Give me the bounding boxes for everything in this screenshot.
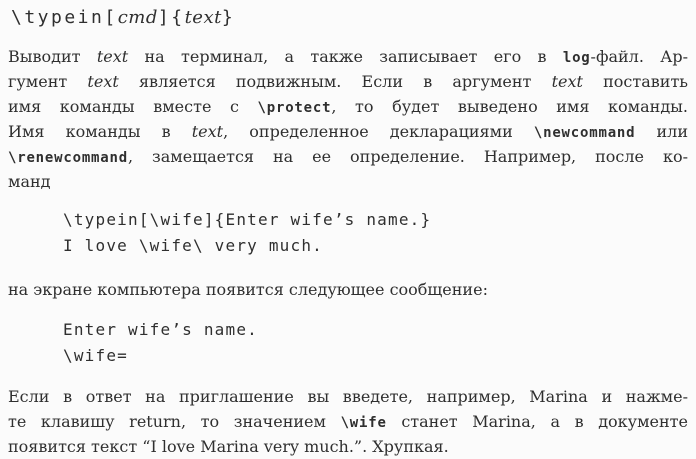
body-text: на терминал, а также записывает его в — [128, 47, 563, 66]
code-text: \typein[\wife]{Enter wife’s name.} — [63, 210, 432, 229]
text-line — [8, 144, 688, 169]
body-text: Имя команды в — [8, 122, 192, 141]
command-name: } — [221, 7, 236, 28]
text-line — [8, 169, 688, 194]
text-line — [63, 207, 688, 233]
text-line — [8, 277, 688, 302]
text-line — [63, 343, 688, 369]
paragraph-1 — [8, 44, 688, 194]
text-line — [8, 409, 688, 434]
paragraph-3 — [8, 384, 688, 459]
code-text: \wife= — [63, 346, 128, 365]
body-text: -файл. Ар- — [590, 47, 688, 66]
inline-command: \wife — [340, 415, 387, 431]
argument-italic: text — [96, 47, 129, 66]
body-text: является подвижным. Если в аргумент — [118, 72, 552, 91]
body-text: имя команды вместе с — [8, 97, 258, 116]
argument-italic: text — [191, 122, 224, 141]
text-line — [8, 119, 688, 144]
code-text: Enter wife’s name. — [63, 320, 258, 339]
argument-italic: cmd — [117, 7, 158, 28]
body-text: Если в ответ на приглашение вы введете, например, Marina и нажме- — [8, 387, 688, 406]
body-text: те клавишу return, то значением — [8, 412, 341, 431]
argument-italic: text — [87, 72, 119, 91]
inline-command: \protect — [257, 100, 332, 116]
body-text: , определенное декларациями — [223, 122, 534, 141]
argument-italic: text — [184, 7, 222, 28]
text-line — [8, 94, 688, 119]
body-text: , замещается на ее определение. Например, после ко- — [127, 147, 688, 166]
inline-command: log — [562, 50, 591, 66]
text-line — [63, 233, 688, 259]
body-text: станет Marina, а в документе — [386, 412, 688, 431]
argument-italic: text — [551, 72, 583, 91]
text-line — [8, 69, 688, 94]
body-text: манд — [8, 172, 51, 191]
body-text: на экране компьютера появится следующее сообщение: — [8, 280, 488, 299]
body-text: появится текст “I love Marina very much.”. Хрупкая. — [8, 437, 449, 456]
inline-command: \renewcommand — [8, 150, 128, 166]
text-line — [63, 317, 688, 343]
paragraph-2 — [8, 277, 688, 302]
body-text: Выводит — [8, 47, 97, 66]
text-line — [8, 44, 688, 69]
code-text: I love \wife\ very much. — [63, 236, 323, 255]
body-text: гумент — [8, 72, 88, 91]
body-text: поставить — [582, 72, 688, 91]
terminal-output-example — [63, 317, 688, 369]
command-syntax-heading — [11, 5, 688, 31]
command-name: ]{ — [157, 7, 185, 28]
text-line — [11, 7, 235, 28]
inline-command: \newcommand — [533, 125, 636, 141]
body-text: , то будет выведено имя команды. — [331, 97, 688, 116]
body-text: или — [635, 122, 688, 141]
code-example-input — [63, 207, 688, 259]
command-name: \typein[ — [11, 7, 118, 28]
text-line — [8, 384, 688, 409]
text-line — [8, 434, 688, 459]
